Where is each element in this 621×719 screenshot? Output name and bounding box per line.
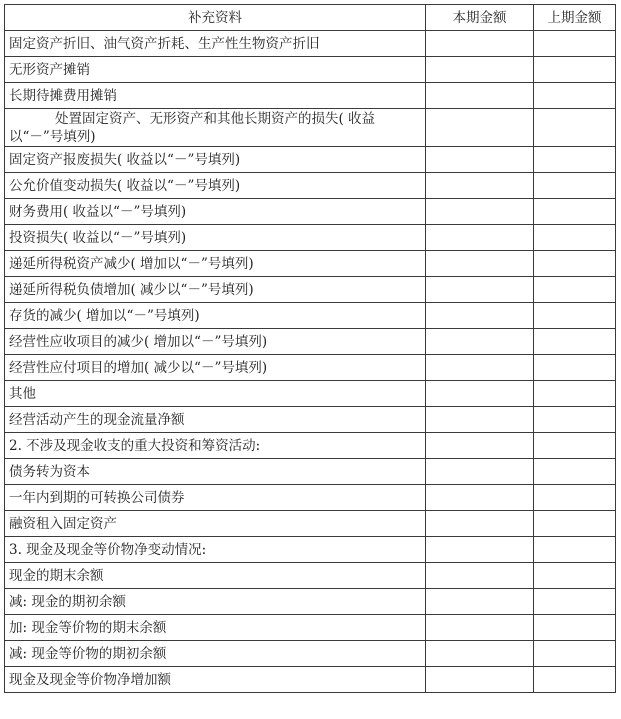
prior-amount-cell [534, 329, 616, 355]
current-amount-cell [426, 147, 534, 173]
prior-amount-cell [534, 147, 616, 173]
section-header-row [5, 433, 616, 459]
current-amount-cell [426, 303, 534, 329]
prior-amount-cell [534, 83, 616, 109]
row-label: 财务费用( 收益以“－”号填列) [5, 199, 426, 225]
table-row [5, 303, 616, 329]
row-label: 减: 现金的期初余额 [5, 589, 426, 615]
table-row [5, 667, 616, 693]
prior-amount-cell [534, 459, 616, 485]
current-amount-cell [426, 407, 534, 433]
prior-amount-cell [534, 589, 616, 615]
row-label: 经营活动产生的现金流量净额 [5, 407, 426, 433]
current-amount-cell [426, 173, 534, 199]
current-amount-cell [426, 615, 534, 641]
current-amount-cell [426, 199, 534, 225]
prior-amount-cell [534, 615, 616, 641]
table-row [5, 147, 616, 173]
section-heading: 2. 不涉及现金收支的重大投资和筹资活动: [5, 433, 426, 459]
prior-amount-cell [534, 511, 616, 537]
current-amount-cell [426, 511, 534, 537]
table-row [5, 251, 616, 277]
row-label: 其他 [5, 381, 426, 407]
table-row [5, 589, 616, 615]
row-label: 递延所得税资产减少( 增加以“－”号填列) [5, 251, 426, 277]
prior-amount-cell [534, 433, 616, 459]
row-label: 固定资产折旧、油气资产折耗、生产性生物资产折旧 [5, 31, 426, 57]
row-label: 固定资产报废损失( 收益以“－”号填列) [5, 147, 426, 173]
current-amount-cell [426, 251, 534, 277]
table-row [5, 57, 616, 83]
current-amount-cell [426, 641, 534, 667]
row-label: 经营性应付项目的增加( 减少以“－”号填列) [5, 355, 426, 381]
current-amount-cell [426, 109, 534, 147]
prior-amount-cell [534, 667, 616, 693]
current-amount-cell [426, 459, 534, 485]
row-label: 公允价值变动损失( 收益以“－”号填列) [5, 173, 426, 199]
table-row [5, 355, 616, 381]
prior-amount-cell [534, 109, 616, 147]
prior-amount-cell [534, 57, 616, 83]
row-label: 融资租入固定资产 [5, 511, 426, 537]
table-row [5, 329, 616, 355]
prior-amount-cell [534, 199, 616, 225]
current-amount-cell [426, 381, 534, 407]
table-row [5, 277, 616, 303]
current-amount-cell [426, 329, 534, 355]
table-row [5, 199, 616, 225]
row-label: 债务转为资本 [5, 459, 426, 485]
prior-amount-cell [534, 381, 616, 407]
row-label: 无形资产摊销 [5, 57, 426, 83]
row-label: 加: 现金等价物的期末余额 [5, 615, 426, 641]
table-row [5, 407, 616, 433]
prior-amount-cell [534, 277, 616, 303]
table-row [5, 381, 616, 407]
current-amount-cell [426, 563, 534, 589]
row-label: 现金及现金等价物净增加额 [5, 667, 426, 693]
prior-amount-cell [534, 303, 616, 329]
row-label: 投资损失( 收益以“－”号填列) [5, 225, 426, 251]
row-label: 一年内到期的可转换公司债券 [5, 485, 426, 511]
section-heading: 3. 现金及现金等价物净变动情况: [5, 537, 426, 563]
prior-amount-cell [534, 485, 616, 511]
current-amount-cell [426, 277, 534, 303]
current-amount-cell [426, 485, 534, 511]
current-amount-cell [426, 355, 534, 381]
current-amount-cell [426, 589, 534, 615]
prior-amount-cell [534, 251, 616, 277]
row-label: 递延所得税负债增加( 减少以“－”号填列) [5, 277, 426, 303]
table-row [5, 459, 616, 485]
row-label: 存货的减少( 增加以“－”号填列) [5, 303, 426, 329]
column-header-item: 补充资料 [5, 5, 426, 31]
table-row [5, 83, 616, 109]
table-row [5, 641, 616, 667]
table-row [5, 485, 616, 511]
row-label: 现金的期末余额 [5, 563, 426, 589]
prior-amount-cell [534, 407, 616, 433]
prior-amount-cell [534, 641, 616, 667]
table-row [5, 31, 616, 57]
prior-amount-cell [534, 173, 616, 199]
row-label: 减: 现金等价物的期初余额 [5, 641, 426, 667]
current-amount-cell [426, 225, 534, 251]
table-row [5, 615, 616, 641]
table-row [5, 225, 616, 251]
table-row [5, 563, 616, 589]
current-amount-cell [426, 31, 534, 57]
section-header-row [5, 537, 616, 563]
row-label: 处置固定资产、无形资产和其他长期资产的损失( 收益以“－”号填列) [5, 109, 426, 147]
current-amount-cell [426, 667, 534, 693]
prior-amount-cell [534, 225, 616, 251]
current-amount-cell [426, 537, 534, 563]
prior-amount-cell [534, 563, 616, 589]
column-header-current-amount: 本期金额 [426, 5, 534, 31]
table-header-row [5, 5, 616, 31]
prior-amount-cell [534, 31, 616, 57]
current-amount-cell [426, 57, 534, 83]
current-amount-cell [426, 433, 534, 459]
current-amount-cell [426, 83, 534, 109]
row-label: 经营性应收项目的减少( 增加以“－”号填列) [5, 329, 426, 355]
table-row [5, 109, 616, 147]
table-row [5, 511, 616, 537]
prior-amount-cell [534, 355, 616, 381]
table-row [5, 173, 616, 199]
supplementary-info-table [4, 4, 616, 693]
row-label: 长期待摊费用摊销 [5, 83, 426, 109]
prior-amount-cell [534, 537, 616, 563]
column-header-prior-amount: 上期金额 [534, 5, 616, 31]
